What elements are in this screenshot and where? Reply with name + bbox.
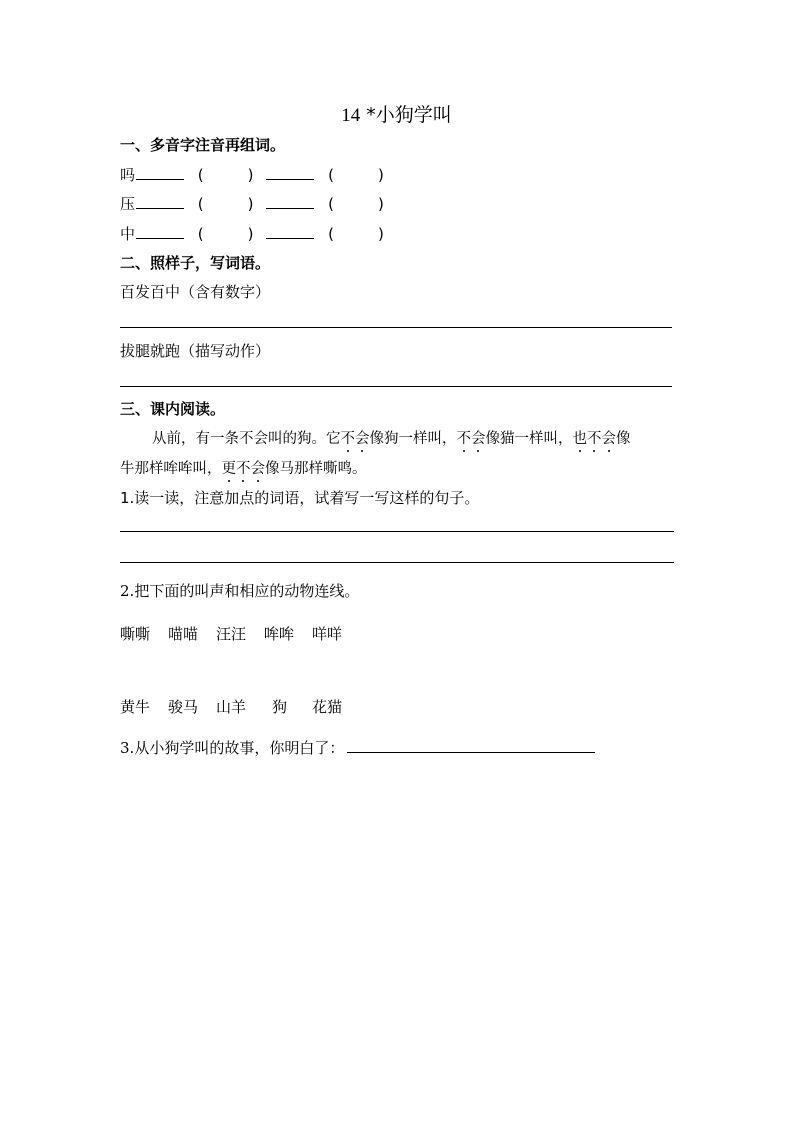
section-3-heading: 三、课内阅读。 [120,400,226,418]
answer-blank[interactable] [136,194,184,209]
polyphone-char: 压 [120,195,136,213]
lesson-title: *小狗学叫 [366,104,452,126]
answer-line[interactable] [120,531,674,532]
animal-word[interactable]: 狗 [272,698,288,716]
polyphone-char: 中 [120,225,136,243]
answer-blank[interactable] [266,194,314,209]
passage-text: 牛那样哞哞叫， [120,461,222,477]
animal-word[interactable]: 骏马 [168,698,199,716]
question-3 [120,737,595,758]
paren-close: ) [247,166,254,184]
dotted-char: 会 [251,457,266,478]
animal-word[interactable]: 花猫 [312,698,343,716]
question-1: 1.读一读，注意加点的词语，试着写一写这样的句子。 [120,489,480,507]
section-2-heading: 二、照样子，写词语。 [120,254,271,272]
answer-blank[interactable] [266,165,314,180]
passage-text: 像 [616,431,631,447]
paren-close: ) [377,166,384,184]
passage-text: 从前，有一条不会叫的狗。它 [152,431,341,447]
question-2 [120,580,359,601]
sound-word[interactable]: 喵喵 [168,625,199,643]
sound-word[interactable]: 哞哞 [264,625,295,643]
answer-line[interactable] [120,327,672,328]
passage-text: 像狗一样叫， [369,431,457,447]
paren-open: ( [197,166,204,184]
dotted-char: 更 [222,457,237,478]
dotted-char: 不 [236,457,251,478]
answer-line[interactable] [120,386,672,387]
paren-close: ) [377,225,384,243]
example-word-2: 拔腿就跑（描写动作） [120,342,271,360]
paren-close: ) [377,195,384,213]
lesson-number: 14 [341,105,361,126]
sound-word[interactable]: 汪汪 [216,625,247,643]
dotted-char: 不 [457,427,472,448]
sound-word[interactable]: 嘶嘶 [120,625,151,643]
paren-open: ( [328,225,334,243]
dotted-char: 不 [341,427,356,448]
paren-open: ( [328,166,334,184]
animal-word[interactable]: 山羊 [216,698,247,716]
passage-text: 像马那样嘶鸣。 [265,461,367,477]
sound-word[interactable]: 咩咩 [312,625,343,643]
question-number: 3. [120,739,135,757]
passage-text: 像猫一样叫， [485,431,573,447]
animal-word[interactable]: 黄牛 [120,698,151,716]
question-text: 从小狗学叫的故事，你明白了： [134,739,345,757]
paren-open: ( [328,195,334,213]
polyphone-row-1 [120,164,384,185]
polyphone-row-3 [120,223,384,244]
example-word-1: 百发百中（含有数字） [120,283,271,301]
passage-line-2 [120,457,367,478]
dotted-char: 会 [355,427,370,448]
passage-line-1 [152,427,631,448]
dotted-char: 不 [587,427,602,448]
paren-open: ( [197,225,204,243]
dotted-char: 也 [573,427,588,448]
paren-close: ) [247,225,254,243]
polyphone-char: 吗 [120,166,136,184]
question-number: 2. [120,582,135,600]
paren-close: ) [247,195,254,213]
question-text: 把下面的叫声和相应的动物连线。 [134,582,360,600]
answer-line[interactable] [120,562,674,563]
answer-blank[interactable] [136,224,184,239]
answer-blank[interactable] [136,165,184,180]
dotted-char: 会 [471,427,486,448]
paren-open: ( [197,195,204,213]
answer-line[interactable] [347,740,595,753]
page-title [0,100,793,127]
polyphone-row-2 [120,193,384,214]
dotted-char: 会 [602,427,617,448]
answer-blank[interactable] [266,224,314,239]
section-1-heading: 一、多音字注音再组词。 [120,136,286,154]
